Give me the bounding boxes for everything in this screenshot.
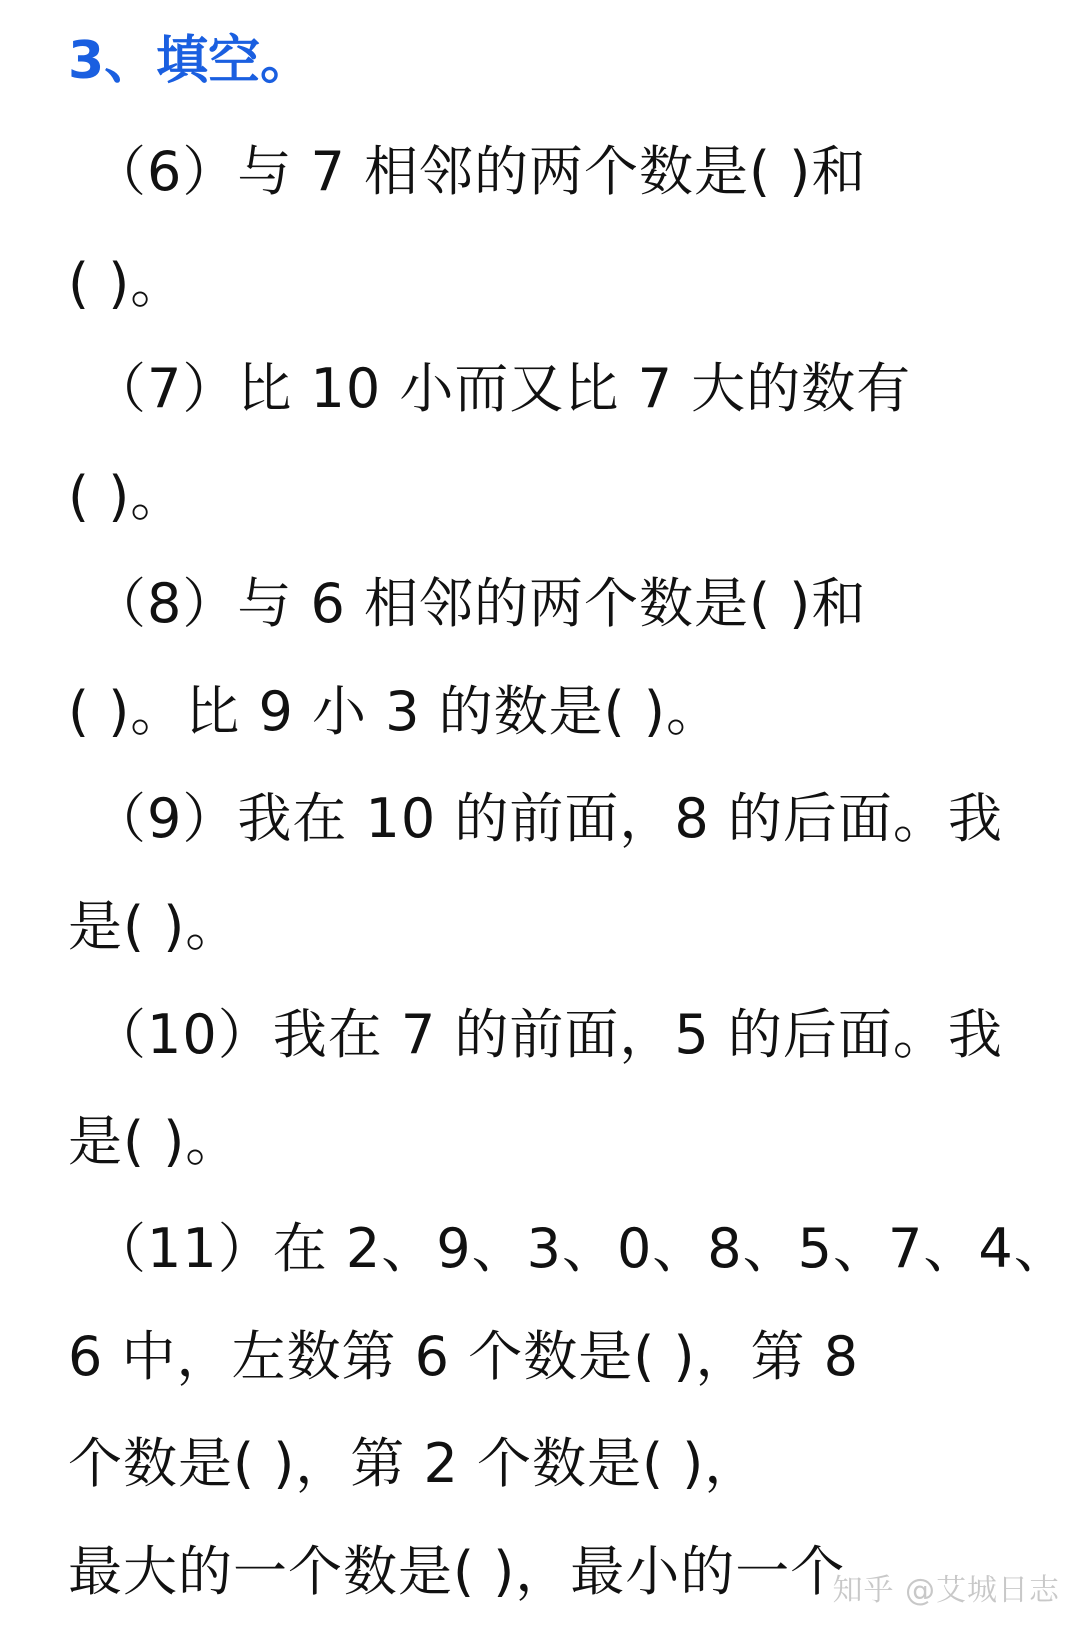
watermark-text: 知乎 @艾城日志 <box>832 1573 1060 1608</box>
question-10-line-2: 是( )。 <box>68 1110 241 1173</box>
question-11-line-2: 6 中，左数第 6 个数是( )，第 8 <box>68 1325 860 1388</box>
question-8-line-2: ( )。比 9 小 3 的数是( )。 <box>68 680 721 743</box>
question-7-line-2: ( )。 <box>68 465 186 528</box>
question-7-line-1: （7）比 10 小而又比 7 大的数有 <box>92 357 912 420</box>
question-6-line-2: ( )。 <box>68 252 186 315</box>
question-6-line-1: （6）与 7 相邻的两个数是( )和 <box>92 140 867 203</box>
question-10-line-1: （10）我在 7 的前面，5 的后面。我 <box>92 1003 1003 1066</box>
question-11-line-1: （11）在 2、9、3、0、8、5、7、4、 <box>92 1217 1069 1280</box>
section-title: 3、填空。 <box>68 31 313 91</box>
question-11-line-3: 个数是( )，第 2 个数是( )， <box>68 1432 760 1495</box>
question-11-line-4: 最大的一个数是( )，最小的一个 <box>68 1540 846 1603</box>
question-9-line-2: 是( )。 <box>68 895 241 958</box>
question-9-line-1: （9）我在 10 的前面，8 的后面。我 <box>92 787 1003 850</box>
question-8-line-1: （8）与 6 相邻的两个数是( )和 <box>92 572 867 635</box>
